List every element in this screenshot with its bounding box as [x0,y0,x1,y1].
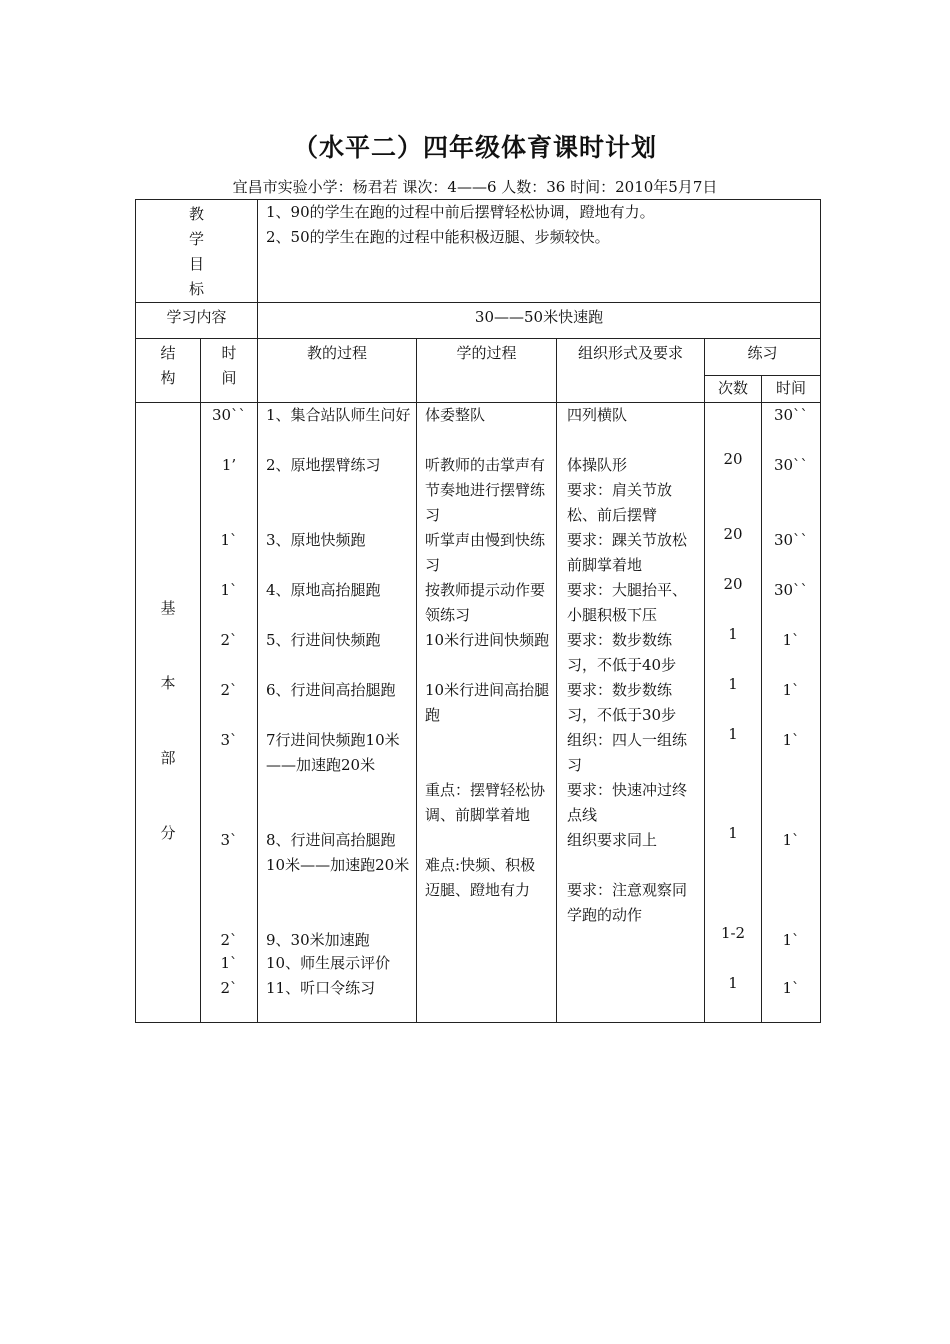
ptime-value: 1` [782,731,800,749]
time-value: 3` [220,831,238,849]
header-practice: 练习 [705,339,821,376]
time-value: 3` [220,731,238,749]
lesson-plan-table [135,199,821,1023]
count-value: 1 [728,824,738,842]
time-value: 2` [220,979,238,997]
section-char: 本 [160,674,176,692]
header-ptime: 时间 [762,376,821,403]
teach-step: 4、原地高抬腿跑 [266,581,381,599]
org-item: 组织：四人一组练习 [567,731,688,774]
ptime-value: 30`` [773,581,809,599]
teach-step: 10、师生展示评价 [266,954,391,972]
learn-difficulty: 难点:快频、积极迈腿、蹬地有力 [425,856,536,899]
count-value: 20 [723,450,743,468]
count-value: 20 [723,525,743,543]
teach-step: 7行进间快频跑10米——加速跑20米 [266,731,400,774]
count-value: 1-2 [720,924,746,942]
count-value: 1 [728,725,738,743]
time-value: 1` [220,581,238,599]
org-item: 要求：肩关节放松、前后摆臂 [567,481,673,524]
time-value: 1` [220,954,238,972]
header-count: 次数 [705,376,762,403]
teach-step: 1、集合站队师生问好 [266,406,411,424]
teach-step: 5、行进间快频跑 [266,631,381,649]
time-value: 1’ [221,456,237,474]
teach-step: 8、行进间高抬腿跑10米——加速跑20米 [266,831,410,874]
time-value: 30`` [211,406,247,424]
teach-step: 11、听口令练习 [266,979,376,997]
teach-step: 2、原地摆臂练习 [266,456,381,474]
ptime-value: 30`` [773,456,809,474]
org-item: 要求：踝关节放松前脚掌着地 [567,531,688,574]
learn-step: 按教师提示动作要领练习 [425,581,546,624]
count-value: 1 [728,675,738,693]
learn-cell [417,403,557,1023]
time-value: 2` [220,631,238,649]
count-value: 20 [723,575,743,593]
header-learn: 学的过程 [417,339,557,403]
section-char: 分 [160,824,176,842]
ptime-cell [762,403,821,1023]
count-value: 1 [728,625,738,643]
section-cell [136,403,201,1023]
teach-step: 6、行进间高抬腿跑 [266,681,396,699]
org-item: 要求：注意观察同学跑的动作 [567,881,688,924]
org-item: 要求：数步数练习，不低于30步 [567,681,677,724]
org-item: 组织要求同上 [567,831,658,849]
learn-step: 听掌声由慢到快练习 [425,531,546,574]
page-title: （水平二）四年级体育课时计划 [292,133,657,162]
goals-text [258,200,821,303]
subtitle-info: 宜昌市实验小学：杨君若 课次：4——6 人数：36 时间：2010年5月7日 [232,178,718,196]
time-cell [201,403,258,1023]
section-char: 基 [160,599,176,617]
header-teach: 教的过程 [258,339,417,403]
time-value: 1` [220,531,238,549]
learn-step: 10米行进间快频跑 [425,631,550,649]
goals-row [136,200,821,303]
content-label: 学习内容 [136,303,258,339]
count-cell [705,403,762,1023]
org-cell [557,403,705,1023]
ptime-value: 1` [782,979,800,997]
header-org: 组织形式及要求 [557,339,705,403]
ptime-value: 1` [782,831,800,849]
ptime-value: 1` [782,681,800,699]
org-item: 要求：快速冲过终点线 [567,781,688,824]
org-item: 体操队形 [567,456,628,474]
header-time: 时 间 [201,339,258,403]
header-structure: 结 构 [136,339,201,403]
content-row [136,303,821,339]
goal-line: 1、90的学生在跑的过程中前后摆臂轻松协调，蹬地有力。 [266,203,655,221]
count-value: 1 [728,974,738,992]
header-row [136,339,821,376]
time-value: 2` [220,681,238,699]
org-item: 四列横队 [567,406,628,424]
body-row [136,403,821,1023]
learn-key-point: 重点：摆臂轻松协调、前脚掌着地 [425,781,546,824]
ptime-value: 1` [782,931,800,949]
teach-cell [258,403,417,1023]
org-item: 要求：数步数练习，不低于40步 [567,631,677,674]
teach-step: 9、30米加速跑 [266,931,370,949]
ptime-value: 30`` [773,406,809,424]
ptime-value: 1` [782,631,800,649]
goal-line: 2、50的学生在跑的过程中能积极迈腿、步频较快。 [266,228,610,246]
goals-label: 教 学 目 标 [136,200,258,303]
org-item: 要求：大腿抬平、小腿积极下压 [567,581,688,624]
section-char: 部 [160,749,176,767]
content-value: 30——50米快速跑 [258,303,821,339]
learn-step: 听教师的击掌声有节奏地进行摆臂练习 [425,456,546,524]
ptime-value: 30`` [773,531,809,549]
learn-step: 体委整队 [425,406,486,424]
learn-step: 10米行进间高抬腿跑 [425,681,550,724]
teach-step: 3、原地快频跑 [266,531,366,549]
time-value: 2` [220,931,238,949]
